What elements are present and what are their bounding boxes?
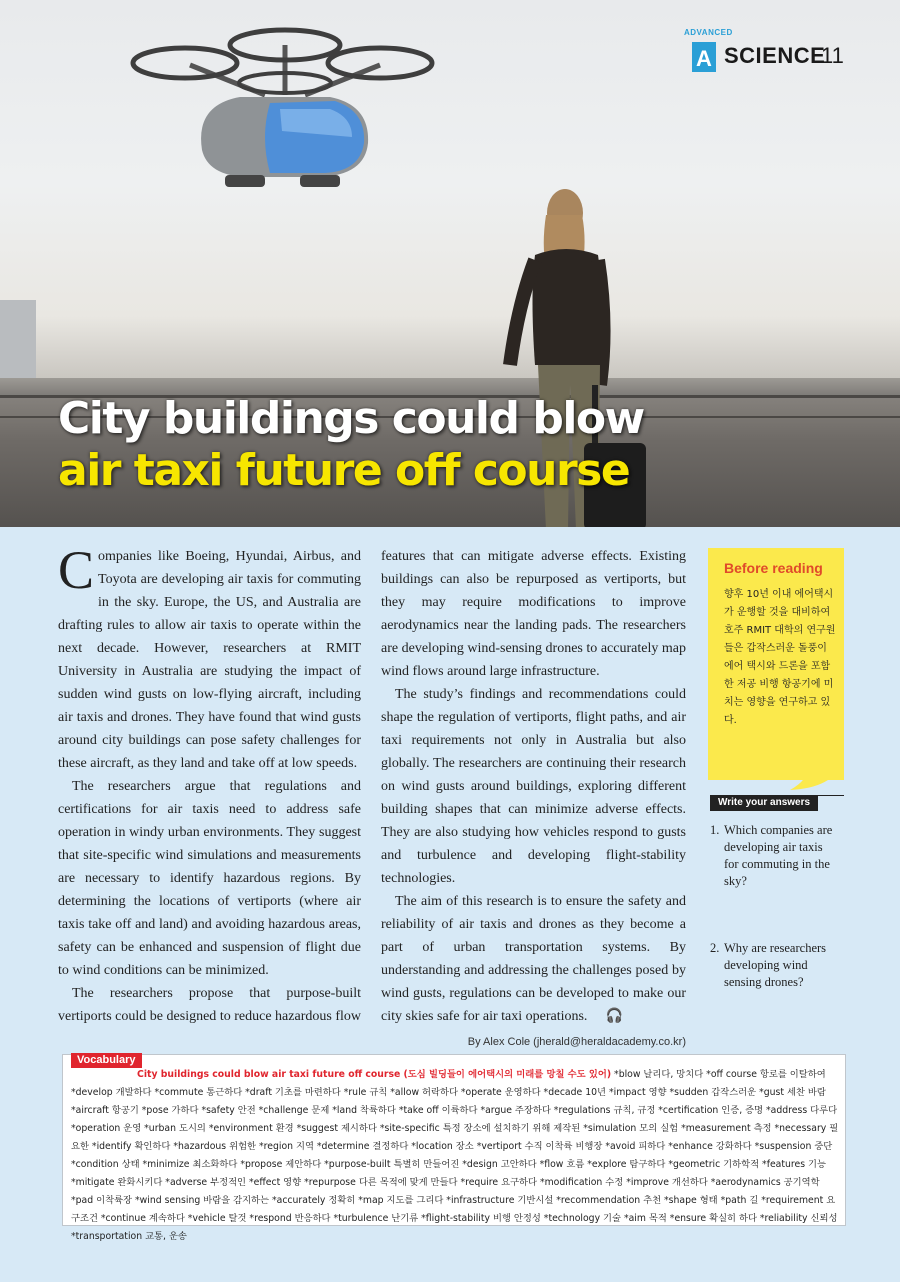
vocabulary-text [71,1066,839,1246]
write-your-answers-label: Write your answers [710,795,818,811]
article-paragraph-5 [381,890,686,1028]
article-column-1 [58,540,361,1028]
speech-bubble-tail-icon [784,760,844,790]
question-text: Why are researchers developing wind sensing drones? [724,941,827,989]
section-name: SCIENCE [724,43,826,68]
title-line-2: air taxi future off course [58,445,630,496]
question-text: Which companies are developing air taxis for commuting in the sky? [724,823,833,888]
question-number: 2. [710,941,720,955]
article-paragraph-3-continued: features that can mitigate adverse effects. Existing buildings can also be repurposed as vertiports, but they may require modifications to improve aerodynamics near the landing pads. The researchers are developing wind-sensing drones to accurately map wind flows around large infrastructure. [381,549,686,679]
byline: By Alex Cole (jherald@heraldacademy.co.kr) [467,1036,686,1048]
before-reading-note [708,548,844,780]
article-title [58,393,644,497]
write-your-answers-box [710,795,844,1011]
paragraph-1-text: ompanies like Boeing, Hyundai, Airbus, and Toyota are developing air taxis for commuting in the sky. Europe, the US, and Australia are drafting rules to allow air taxis to operate within the next decade. However, researchers at RMIT University in Australia are studying the impact of sudden wind gusts on low-flying aircraft, including air taxis and drones. They have found that wind gusts around city buildings can pose safety challenges for these aircraft, as they land and take off at low speeds. [58,549,361,771]
article-paragraph-3: The researchers propose that purpose-built vertiports could be designed to reduce hazardous flow [58,986,361,1024]
vocabulary-box [62,1054,846,1242]
magazine-section-logo [684,28,884,78]
before-reading-heading: Before reading [724,560,823,576]
advanced-a-badge-icon [686,38,722,72]
air-taxi-drone-illustration [130,25,440,195]
headphones-icon: 🎧 [605,1009,623,1024]
article-paragraph-1 [58,540,361,775]
drop-cap: C [58,540,95,600]
advanced-badge-text: ADVANCED [684,28,733,37]
article-column-2 [381,545,686,1054]
paragraph-5-text: The aim of this research is to ensure the safety and reliability of air taxis and drones as they become a part of urban transportation systems. By understanding and addressing the challenges posed by wind gusts, regulations can be developed to make our city skies safe for air taxi operations. [381,894,686,1024]
article-paragraph-4: The study’s findings and recommendations could shape the regulation of vertiports, flight paths, and air taxi requirements not only in Australia but also globally. The researchers are continuing their research on wind gusts around buildings, exploring different building shapes that can minimize adverse effects. They are also studying how vehicles respond to gusts and turbulence and developing flight-stability technologies. [381,687,686,886]
title-line-1: City buildings could blow [58,393,644,444]
hero-photo [0,0,900,527]
vocabulary-headline: City buildings could blow air taxi future off course (도심 빌딩들이 에어택시의 미래를 망칠 수도 있어) [137,1069,612,1080]
vocabulary-tab: Vocabulary [71,1053,142,1068]
vocabulary-list: *blow 날리다, 망치다 *off course 항로를 이탈하여 *develop 개발하다 *commute 통근하다 *draft 기초를 마련하다 *rule 규칙 *allow 허락하다 *operate 운영하다 *decade 10년 *impact 영향 *sudden 갑작스러운 *gust 세찬 바람 *aircraft 항공기 *pose 가하다 *safety 안전 *challenge 문제 *land 착륙하다 *take off 이륙하다 *argue 주장하다 *regulations 규칙, 규정 *certification 인증, 증명 *address 다루다 *operation 운영 *urban 도시의 *environment 환경 *suggest 제시하다 *site-specific 특정 장소에 설치하기 위해 제작된 *simulation 모의 실험 *measurement 측정 *necessary 필요한 *identify 확인하다 *hazardous 위험한 *region 지역 *determine 결정하다 *location 장소 *vertiport 수직 이착륙 비행장 *avoid 피하다 *enhance 강화하다 *suspension 중단 *condition 상태 *minimize 최소화하다 *propose 제안하다 *purpose-built 특별히 만들어진 *design 고안하다 *flow 흐름 *explore 탐구하다 *geometric 기하학적 *features 기능 *mitigate 완화시키다 *adverse 부정적인 *effect 영향 *repurpose 다른 목적에 맞게 만들다 *require 요구하다 *modification 수정 *improve 개선하다 *aerodynamics 공기역학 *pad 이착륙장 *wind sensing 바람을 감지하는 *accurately 정확히 *map 지도를 그리다 *infrastructure 기반시설 *recommendation 추천 *shape 형태 *path 길 *requirement 요구조건 *continue 계속하다 *vehicle 탈것 *respond 반응하다 *turbulence 난기류 *flight-stability 비행 안정성 *technology 기술 *aim 목적 *ensure 확실히 하다 *reliability 신뢰성 *transportation 교통, 운송 [71,1069,839,1242]
page-number: 11 [821,43,844,68]
question-number: 1. [710,823,720,837]
before-reading-text: 향후 10년 이내 에어택시가 운행할 것을 대비하여 호주 RMIT 대학의 연구원들은 갑작스러운 돌풍이 에어 택시와 드론을 포함한 저공 비행 항공기에 미치는 영향을 연구하고 있다. [724,589,836,726]
article-paragraph-2: The researchers argue that regulations and certifications for air taxis need to address safe operation in windy urban environments. They suggest that site-specific wind simulations and measurements are necessary to identify hazardous regions. By determining the locations of vertiports (where air taxis take off and land) and avoiding hazardous areas, safety can be enhanced and suspension of flight due to wind conditions can be minimized. [58,779,361,978]
question-2 [710,940,838,991]
question-1 [710,822,838,890]
svg-text:A: A [696,46,712,71]
